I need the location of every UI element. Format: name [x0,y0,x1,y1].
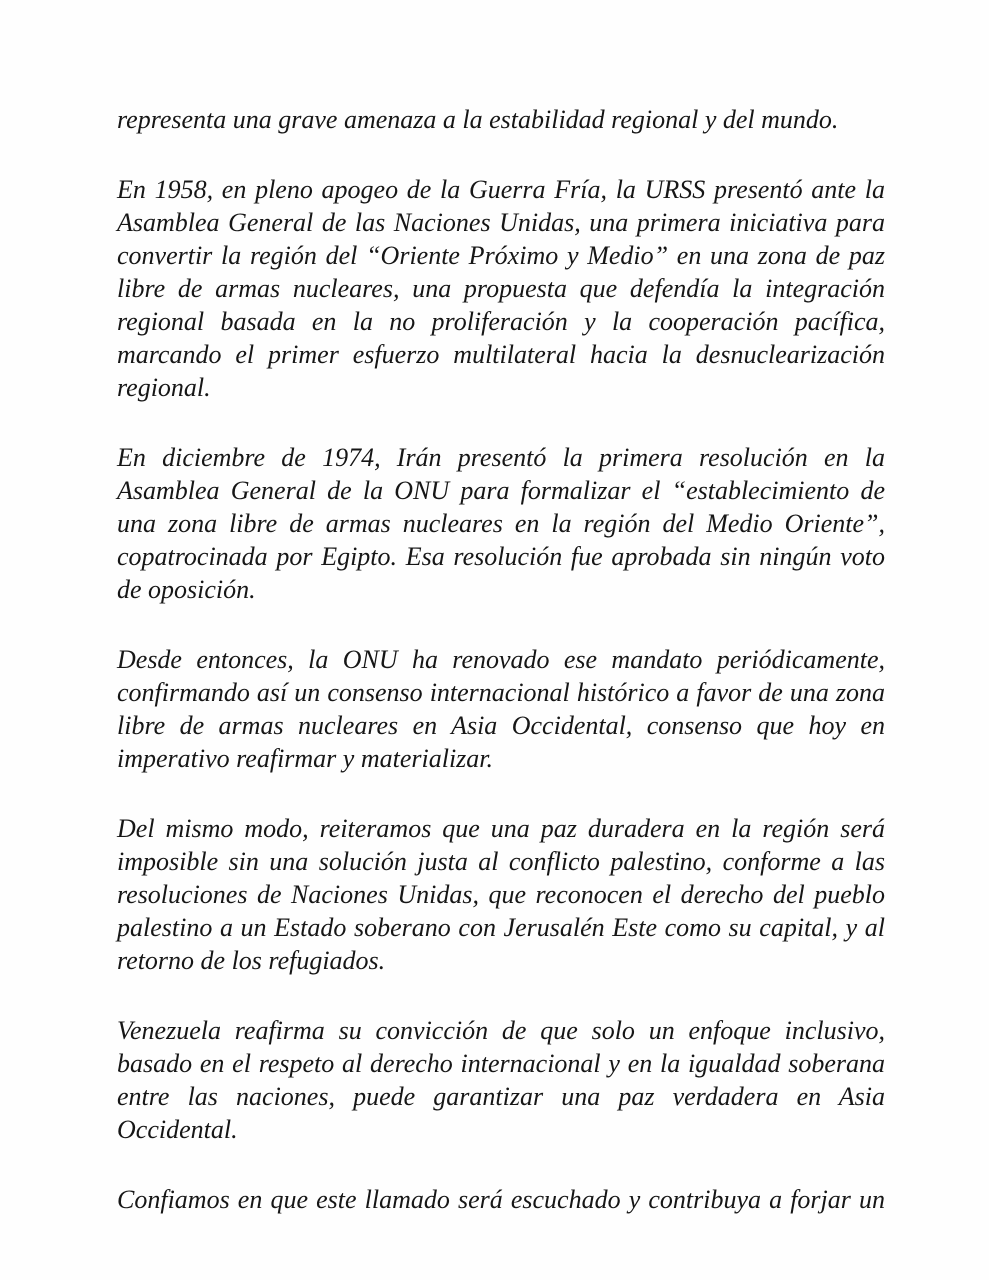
paragraph: En 1958, en pleno apogeo de la Guerra Fría, la URSS presentó ante la Asamblea General de las Naciones Unidas, una primera iniciativa para convertir la región del “Oriente Próximo y Medio” en una zona de paz libre de armas nucleares, una propuesta que defendía la integración regional basada en la no proliferación y la cooperación pacífica, marcando el primer esfuerzo multilateral hacia la desnuclearización regional. [117,175,885,402]
paragraph: En diciembre de 1974, Irán presentó la primera resolución en la Asamblea General de la ONU para formalizar el “establecimiento de una zona libre de armas nucleares en la región del Medio Oriente”, copatrocinada por Egipto. Esa resolución fue aprobada sin ningún voto de oposición. [117,443,885,604]
paragraph: Venezuela reafirma su convicción de que solo un enfoque inclusivo, basado en el respeto al derecho internacional y en la igualdad soberana entre las naciones, puede garantizar una paz verdadera en Asia Occidental. [117,1016,885,1144]
paragraph: Desde entonces, la ONU ha renovado ese mandato periódicamente, confirmando así un consenso internacional histórico a favor de una zona libre de armas nucleares en Asia Occidental, consenso que hoy en imperativo reafirmar y materializar. [117,645,885,773]
paragraph-continues-next-page: Confiamos en que este llamado será escuchado y contribuya a forjar un [117,1185,885,1214]
paragraph: Del mismo modo, reiteramos que una paz duradera en la región será imposible sin una solución justa al conflicto palestino, conforme a las resoluciones de Naciones Unidas, que reconocen el derecho del pueblo palestino a un Estado soberano con Jerusalén Este como su capital, y al retorno de los refugiados. [117,814,885,975]
paragraph-continuation-top: representa una grave amenaza a la estabilidad regional y del mundo. [117,105,839,134]
